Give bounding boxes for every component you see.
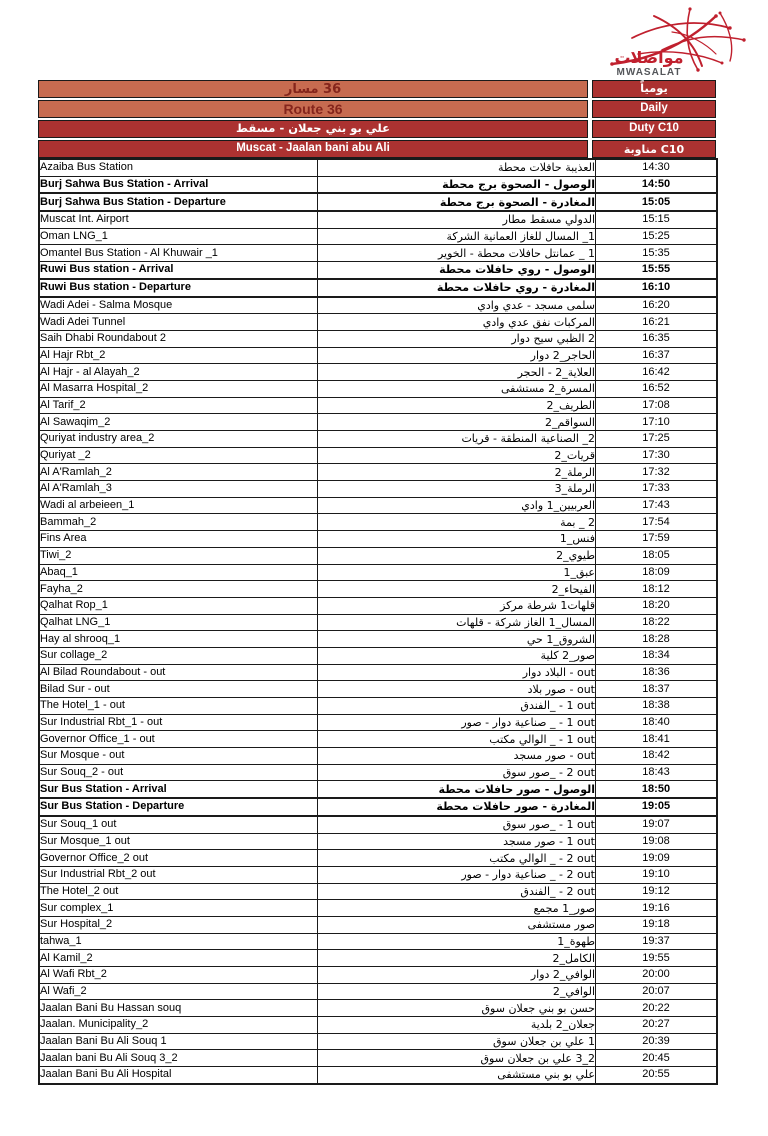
table-row <box>39 798 717 816</box>
stop-time: 16:35 <box>596 330 718 347</box>
table-row <box>39 1017 717 1034</box>
stop-time: 17:54 <box>596 514 718 531</box>
table-row <box>39 347 717 364</box>
table-row <box>39 481 717 498</box>
table-row <box>39 664 717 681</box>
stop-name-english: Jaalan Bani Bu Hassan souq <box>39 1000 318 1017</box>
frequency-arabic: يومياً <box>592 80 716 98</box>
stop-time: 17:30 <box>596 447 718 464</box>
stop-name-arabic: محطة‎ حافلات‎ روي‎ -‎ الوصول <box>318 262 596 279</box>
stop-name-arabic: الحجر‎ -‎ العلاية_2 <box>318 364 596 381</box>
stop-name-arabic: قريات_2 <box>318 447 596 464</box>
stop-time: 20:39 <box>596 1033 718 1050</box>
stop-time: 18:38 <box>596 698 718 715</box>
stop-name-english: Jaalan Bani Bu Ali Souq 1 <box>39 1033 318 1050</box>
stop-name-english: Fins Area <box>39 531 318 548</box>
stop-name-arabic: مطار‎ مسقط‎ الدولي <box>318 211 596 228</box>
stop-name-english: Muscat Int. Airport <box>39 211 318 228</box>
table-row <box>39 950 717 967</box>
table-row <box>39 431 717 448</box>
stop-name-arabic: دوار‎ الحاجر_2 <box>318 347 596 364</box>
stop-name-english: Al Hajr - al Alayah_2 <box>39 364 318 381</box>
duty-arabic: مناوبة‎ C10 <box>592 140 716 158</box>
stop-time: 19:18 <box>596 916 718 933</box>
table-row <box>39 447 717 464</box>
table-row <box>39 193 717 211</box>
table-row <box>39 967 717 984</box>
stop-name-english: Al Wafi Rbt_2 <box>39 967 318 984</box>
stop-name-arabic: قلهات‎ -‎ شركة‎ الغاز‎ المسال_1 <box>318 614 596 631</box>
stop-name-english: Al A'Ramlah_2 <box>39 464 318 481</box>
table-row <box>39 364 717 381</box>
stop-name-arabic: مركز‎ شرطة‎ قلهات1 <box>318 597 596 614</box>
stop-time: 20:22 <box>596 1000 718 1017</box>
duty-english: Duty C10 <box>592 120 716 138</box>
mwasalat-logo <box>598 4 764 80</box>
stop-name-english: The Hotel_1 - out <box>39 698 318 715</box>
table-row <box>39 681 717 698</box>
stop-name-arabic: بلدية‎ جعلان_2 <box>318 1017 596 1034</box>
stop-name-english: Quriyat industry area_2 <box>39 431 318 448</box>
stop-time: 20:00 <box>596 967 718 984</box>
stop-name-english: Sur Mosque_1 out <box>39 833 318 850</box>
stop-name-english: Jaalan Bani Bu Ali Hospital <box>39 1067 318 1084</box>
stop-name-arabic: مستشفى‎ بني‎ بو‎ علي <box>318 1067 596 1084</box>
table-row <box>39 380 717 397</box>
stop-time: 15:35 <box>596 245 718 262</box>
stop-name-english: Al Bilad Roundabout - out <box>39 664 318 681</box>
stop-name-english: Sur Industrial Rbt_2 out <box>39 866 318 883</box>
stop-time: 17:32 <box>596 464 718 481</box>
table-row <box>39 631 717 648</box>
stop-name-arabic: محطة‎ برج‎ الصحوة‎ -‎ المغادرة <box>318 193 596 211</box>
stop-time: 18:40 <box>596 714 718 731</box>
table-row <box>39 850 717 867</box>
table-row <box>39 514 717 531</box>
stop-name-english: Al Masarra Hospital_2 <box>39 380 318 397</box>
stop-name-arabic: سوق‎ جعلان‎ بن‎ علي‎ 1 <box>318 1033 596 1050</box>
stop-name-arabic: دوار‎ سيح‎ الظبي‎ 2 <box>318 330 596 347</box>
table-row <box>39 531 717 548</box>
table-row <box>39 983 717 1000</box>
table-row <box>39 916 717 933</box>
stop-name-arabic: الفندق_‎ -‎ 2‎ out <box>318 883 596 900</box>
stop-name-arabic: محطة‎ حافلات‎ العذيبة <box>318 159 596 176</box>
table-row <box>39 698 717 715</box>
stop-name-english: Al Sawaqim_2 <box>39 414 318 431</box>
stop-time: 18:37 <box>596 681 718 698</box>
stop-name-english: Sur collage_2 <box>39 647 318 664</box>
table-row <box>39 1050 717 1067</box>
stop-name-english: Al A'Ramlah_3 <box>39 481 318 498</box>
stop-time: 18:43 <box>596 764 718 781</box>
stop-name-english: Wadi Adei - Salma Mosque <box>39 297 318 314</box>
stop-name-english: Al Kamil_2 <box>39 950 318 967</box>
stop-time: 19:05 <box>596 798 718 816</box>
table-row <box>39 647 717 664</box>
stop-time: 16:52 <box>596 380 718 397</box>
table-row <box>39 297 717 314</box>
table-row <box>39 397 717 414</box>
stop-name-english: Oman LNG_1 <box>39 228 318 245</box>
stop-name-arabic: مجمع‎ صور_1 <box>318 900 596 917</box>
table-row <box>39 228 717 245</box>
stop-name-arabic: صور‎ -‎ دوار‎ صناعية‎ _‎ -‎ 2‎ out <box>318 866 596 883</box>
table-row <box>39 614 717 631</box>
stop-name-english: Wadi Adei Tunnel <box>39 314 318 331</box>
stop-name-arabic: محطة‎ حافلات‎ صور‎ -‎ الوصول <box>318 781 596 798</box>
table-row <box>39 159 717 176</box>
stop-name-english: Sur Souq_2 - out <box>39 764 318 781</box>
table-row <box>39 731 717 748</box>
stop-time: 18:20 <box>596 597 718 614</box>
stop-name-arabic: مسجد‎ صور‎ -‎ 1‎ out <box>318 833 596 850</box>
table-row <box>39 330 717 347</box>
stop-time: 18:28 <box>596 631 718 648</box>
stop-name-arabic: بلاد‎ صور‎ -‎ out <box>318 681 596 698</box>
table-row <box>39 781 717 798</box>
stop-name-arabic: دوار‎ البلاد‎ -‎ out <box>318 664 596 681</box>
stop-name-arabic: وادي‎ عدي‎ -‎ مسجد‎ سلمى <box>318 297 596 314</box>
table-row <box>39 748 717 765</box>
table-row <box>39 714 717 731</box>
stop-time: 19:10 <box>596 866 718 883</box>
stop-name-arabic: محطة‎ حافلات‎ روي‎ -‎ المغادرة <box>318 279 596 297</box>
stop-name-arabic: مستشفى‎ صور <box>318 916 596 933</box>
route-header-right <box>592 80 716 158</box>
stop-name-english: Governor Office_1 - out <box>39 731 318 748</box>
stop-name-english: Al Hajr Rbt_2 <box>39 347 318 364</box>
stop-time: 19:07 <box>596 816 718 833</box>
table-row <box>39 1000 717 1017</box>
table-row <box>39 581 717 598</box>
table-row <box>39 279 717 297</box>
stop-name-arabic: طهوة_1 <box>318 933 596 950</box>
table-row <box>39 1067 717 1084</box>
stop-time: 20:45 <box>596 1050 718 1067</box>
stop-time: 17:08 <box>596 397 718 414</box>
stop-name-arabic: محطة‎ حافلات‎ صور‎ -‎ المغادرة <box>318 798 596 816</box>
stop-name-arabic: الوافي_2 <box>318 983 596 1000</box>
stop-time: 19:55 <box>596 950 718 967</box>
table-row <box>39 900 717 917</box>
stop-time: 15:15 <box>596 211 718 228</box>
stop-time: 18:36 <box>596 664 718 681</box>
stop-name-english: Azaiba Bus Station <box>39 159 318 176</box>
stop-name-english: The Hotel_2 out <box>39 883 318 900</box>
stop-name-english: Sur Hospital_2 <box>39 916 318 933</box>
stop-name-english: Tiwi_2 <box>39 547 318 564</box>
stop-name-arabic: مكتب‎ الوالي‎ _‎ -‎ 2‎ out <box>318 850 596 867</box>
stop-name-english: Bilad Sur - out <box>39 681 318 698</box>
stop-time: 18:05 <box>596 547 718 564</box>
route-title-arabic: مسار‎ 36 <box>38 80 588 98</box>
stop-name-english: Omantel Bus Station - Al Khuwair _1 <box>39 245 318 262</box>
stop-name-arabic: وادي‎ عدي‎ نفق‎ المركبات <box>318 314 596 331</box>
stop-time: 18:22 <box>596 614 718 631</box>
stop-name-arabic: طيوي_2 <box>318 547 596 564</box>
stop-time: 15:25 <box>596 228 718 245</box>
stop-name-english: Sur Bus Station - Arrival <box>39 781 318 798</box>
stop-time: 19:37 <box>596 933 718 950</box>
stop-time: 16:42 <box>596 364 718 381</box>
stop-name-arabic: سوق‎ جعلان‎ بني‎ بو‎ حسن <box>318 1000 596 1017</box>
stop-name-arabic: مسجد‎ صور‎ -‎ out <box>318 748 596 765</box>
logo-english-name: MWASALAT <box>616 67 682 78</box>
stop-name-english: Jaalan. Municipality_2 <box>39 1017 318 1034</box>
stop-name-arabic: قريات‎ -‎ المنطقة‎ الصناعية‎ _2 <box>318 431 596 448</box>
stop-time: 19:09 <box>596 850 718 867</box>
stop-name-english: Sur Souq_1 out <box>39 816 318 833</box>
stop-name-arabic: فنس_1 <box>318 531 596 548</box>
stop-name-english: Saih Dhabi Roundabout 2 <box>39 330 318 347</box>
stop-time: 16:10 <box>596 279 718 297</box>
stop-name-english: Sur Mosque - out <box>39 748 318 765</box>
stop-name-english: Hay al shrooq_1 <box>39 631 318 648</box>
route-title-english: Route 36 <box>38 100 588 118</box>
stop-name-english: Jaalan bani Bu Ali Souq 3_2 <box>39 1050 318 1067</box>
stop-time: 19:08 <box>596 833 718 850</box>
stop-name-english: Sur complex_1 <box>39 900 318 917</box>
stop-name-arabic: الرملة_3 <box>318 481 596 498</box>
table-row <box>39 314 717 331</box>
stop-time: 18:09 <box>596 564 718 581</box>
table-row <box>39 211 717 228</box>
stop-time: 17:59 <box>596 531 718 548</box>
stop-name-arabic: الرملة_2 <box>318 464 596 481</box>
stop-name-arabic: حي‎ الشروق_1 <box>318 631 596 648</box>
logo-arabic-name: مواصلات <box>614 48 684 67</box>
table-row <box>39 497 717 514</box>
table-row <box>39 833 717 850</box>
table-row <box>39 866 717 883</box>
stop-time: 18:50 <box>596 781 718 798</box>
table-row <box>39 883 717 900</box>
table-row <box>39 547 717 564</box>
stop-name-english: Abaq_1 <box>39 564 318 581</box>
stop-name-arabic: السواقم_2 <box>318 414 596 431</box>
stop-time: 17:10 <box>596 414 718 431</box>
table-row <box>39 262 717 279</box>
stop-name-english: Burj Sahwa Bus Station - Arrival <box>39 176 318 193</box>
stop-name-english: Ruwi Bus station - Arrival <box>39 262 318 279</box>
stop-name-arabic: الشركة‎ العمانية‎ للغاز‎ المسال‎ _1 <box>318 228 596 245</box>
stop-time: 18:42 <box>596 748 718 765</box>
table-row <box>39 176 717 193</box>
stop-name-english: Ruwi Bus station - Departure <box>39 279 318 297</box>
stop-name-english: Wadi al arbeieen_1 <box>39 497 318 514</box>
stop-time: 20:07 <box>596 983 718 1000</box>
stop-time: 14:30 <box>596 159 718 176</box>
table-row <box>39 245 717 262</box>
stop-time: 16:37 <box>596 347 718 364</box>
route-header <box>38 80 716 158</box>
stop-name-english: Qalhat LNG_1 <box>39 614 318 631</box>
stop-name-arabic: الكامل_2 <box>318 950 596 967</box>
stop-time: 15:05 <box>596 193 718 211</box>
route-destination-english: Muscat - Jaalan bani abu Ali <box>38 140 588 158</box>
table-row <box>39 597 717 614</box>
stop-name-arabic: سوق‎ صور_‎ -‎ 2‎ out <box>318 764 596 781</box>
stop-time: 17:33 <box>596 481 718 498</box>
stop-time: 14:50 <box>596 176 718 193</box>
stop-name-english: Sur Bus Station - Departure <box>39 798 318 816</box>
table-row <box>39 933 717 950</box>
stop-time: 18:12 <box>596 581 718 598</box>
table-row <box>39 816 717 833</box>
stop-name-arabic: محطة‎ برج‎ الصحوة‎ -‎ الوصول <box>318 176 596 193</box>
stop-name-english: Fayha_2 <box>39 581 318 598</box>
stop-time: 15:55 <box>596 262 718 279</box>
stop-time: 16:21 <box>596 314 718 331</box>
stop-time: 19:16 <box>596 900 718 917</box>
stop-name-english: Burj Sahwa Bus Station - Departure <box>39 193 318 211</box>
stop-name-english: Qalhat Rop_1 <box>39 597 318 614</box>
stop-name-arabic: بمة‎ _‎ 2 <box>318 514 596 531</box>
table-row <box>39 564 717 581</box>
stop-name-arabic: صور‎ -‎ دوار‎ صناعية‎ _‎ -‎ 1‎ out <box>318 714 596 731</box>
stop-name-arabic: مكتب‎ الوالي‎ _‎ -‎ 1‎ out <box>318 731 596 748</box>
stop-time: 17:43 <box>596 497 718 514</box>
stop-name-english: Quriyat _2 <box>39 447 318 464</box>
stop-time: 20:55 <box>596 1067 718 1084</box>
table-row <box>39 764 717 781</box>
stop-name-arabic: دوار‎ الوافي_2 <box>318 967 596 984</box>
table-row <box>39 464 717 481</box>
stop-time: 17:25 <box>596 431 718 448</box>
stop-name-english: Bammah_2 <box>39 514 318 531</box>
stop-name-english: Sur Industrial Rbt_1 - out <box>39 714 318 731</box>
table-row <box>39 414 717 431</box>
stop-name-arabic: الفيحاء_2 <box>318 581 596 598</box>
stop-name-arabic: الخوير‎ -‎ محطة‎ حافلات‎ عمانتل‎ _‎ 1 <box>318 245 596 262</box>
stop-time: 20:27 <box>596 1017 718 1034</box>
stop-name-english: Al Wafi_2 <box>39 983 318 1000</box>
stop-time: 19:12 <box>596 883 718 900</box>
stop-name-arabic: عبق_1 <box>318 564 596 581</box>
stop-name-arabic: الفندق_‎ -‎ 1‎ out <box>318 698 596 715</box>
stop-name-arabic: سوق‎ جعلان‎ بن‎ علي‎ 3_2 <box>318 1050 596 1067</box>
stop-name-english: tahwa_1 <box>39 933 318 950</box>
stop-name-arabic: سوق‎ صور_‎ -‎ 1‎ out <box>318 816 596 833</box>
stop-time: 16:20 <box>596 297 718 314</box>
stop-name-arabic: كلية‎ صور_2 <box>318 647 596 664</box>
stop-name-english: Al Tarif_2 <box>39 397 318 414</box>
stop-name-arabic: الطريف_2 <box>318 397 596 414</box>
stop-name-english: Governor Office_2 out <box>39 850 318 867</box>
stop-name-arabic: وادي‎ العربيين_1 <box>318 497 596 514</box>
frequency-english: Daily <box>592 100 716 118</box>
table-row <box>39 1033 717 1050</box>
stop-time: 18:34 <box>596 647 718 664</box>
stop-time: 18:41 <box>596 731 718 748</box>
stop-name-arabic: مستشفى‎ المسرة_2 <box>318 380 596 397</box>
timetable-table <box>38 158 718 1085</box>
route-destination-arabic: مسقط‎ -‎ جعلان‎ بني‎ بو‎ علي <box>38 120 588 138</box>
route-header-left <box>38 80 588 158</box>
